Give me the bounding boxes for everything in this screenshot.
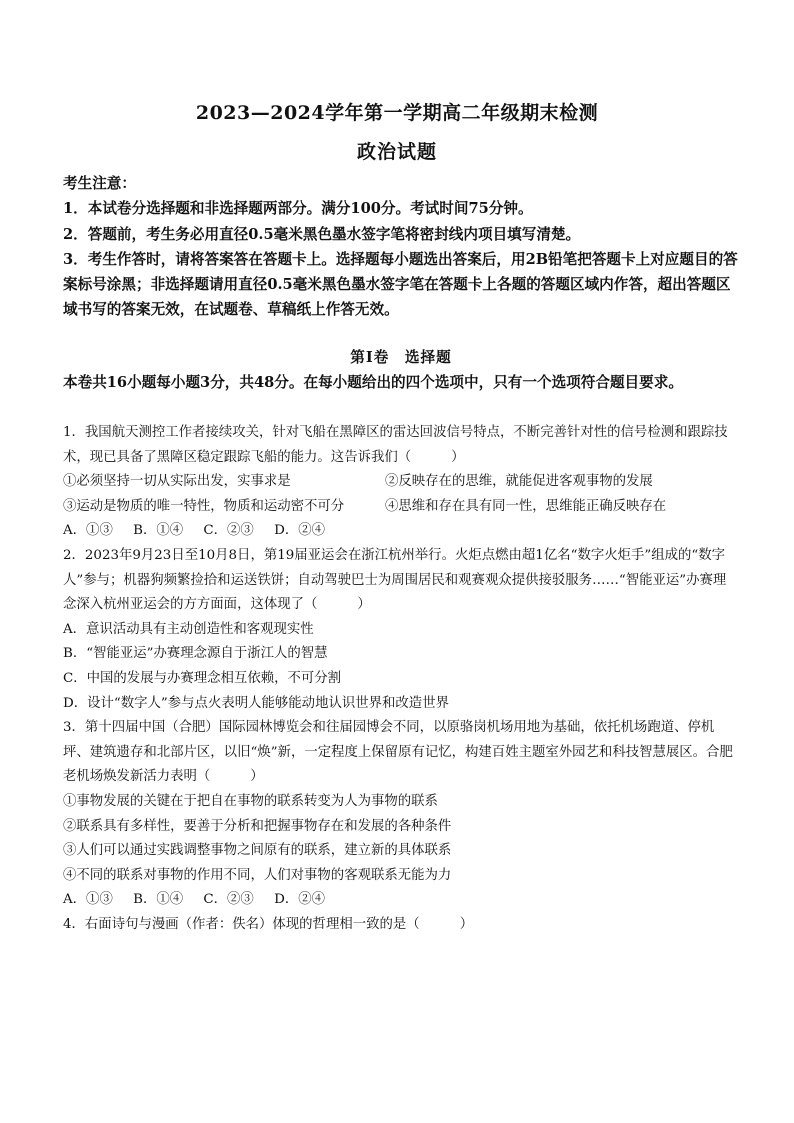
question-2-option-b: B．“智能亚运”办赛理念源自于浙江人的智慧 [63,646,328,662]
choice-d: D．②④ [274,523,325,539]
question-3-text: 3．第十四届中国（合肥）国际园林博览会和往届园博会不同，以原骆岗机场用地为基础，依托机场跑道、停机坪、建筑遗存和北部片区，以旧“焕”新，一定程度上保留原有记忆，构建百姓主题室外园艺和科技智慧展区。合肥老机场焕发新活力表明（ [63,720,733,785]
question-1-choices [63,519,739,544]
notice-heading: 考生注意： [63,175,136,192]
section-instructions: 本卷共16小题每小题3分，共48分。在每小题给出的四个选项中，只有一个选项符合题目要求。 [63,374,683,391]
question-2-option-a: A．意识活动具有主动创造性和客观现实性 [63,621,314,637]
question-1-statements [63,470,739,519]
statement-2: ②反映存在的思维，就能促进客观事物的发展 [385,474,653,490]
section-title: 第Ⅰ卷 选择题 [350,349,452,366]
question-1-paren-close: ） [451,449,465,465]
question-2-option-d: D．设计“数字人”参与点火表明人能够能动地认识世界和改造世界 [63,695,449,711]
question-2-option-c: C．中国的发展与办赛理念相互依赖，不可分割 [63,670,342,686]
question-3-statement-4: ④不同的联系对事物的作用不同，人们对事物的客观联系无能为力 [63,867,452,883]
notice-item-1: 1．本试卷分选择题和非选择题两部分。满分100分。考试时间75分钟。 [63,200,533,218]
question-2-paren-close: ） [357,597,371,613]
question-list [63,421,739,937]
choice-c: C．②③ [203,523,254,539]
question-3-statement-2: ②联系具有多样性，要善于分析和把握事物存在和发展的各种条件 [63,818,452,834]
exam-subject-title: 政治试题 [356,141,437,163]
statement-1: ①必须坚持一切从实际出发，实事求是 [63,474,291,490]
question-4-text: 4．右面诗句与漫画（作者：佚名）体现的哲理相一致的是（ [63,916,420,932]
question-3-paren-close: ） [250,769,264,785]
question-3-stem [63,716,739,790]
question-2-stem [63,544,739,618]
notice-item-2: 2．答题前，考生务必用直径0.5毫米黑色墨水签字笔将密封线内项目填写清楚。 [63,225,581,243]
section-one [63,345,739,395]
question-4-paren-close: ） [459,916,474,932]
choice-a: A．①③ [63,892,113,908]
notice-item-3: 3．考生作答时，请将答案答在答题卡上。选择题每小题选出答案后，用2B铅笔把答题卡上对应题目的答案标号涂黑；非选择题请用直径0.5毫米黑色墨水签字笔在答题卡上各题的答题区域内作答，超出答题区域书写的答案无效，在试题卷、草稿纸上作答无效。 [63,250,738,319]
choice-a: A．①③ [63,523,113,539]
question-1-stem [63,421,739,470]
question-3-statement-3: ③人们可以通过实践调整事物之间原有的联系，建立新的具体联系 [63,843,452,859]
question-3-choices [63,888,739,913]
statement-3: ③运动是物质的唯一特性，物质和运动密不可分 [63,498,345,514]
choice-c: C．②③ [203,892,254,908]
exam-title: 2023—2024学年第一学期高二年级期末检测 [195,102,599,124]
question-4-stem [63,913,739,938]
notice-section [63,171,739,323]
choice-d: D．②④ [274,892,325,908]
question-1-text: 1．我国航天测控工作者接续攻关，针对飞船在黑障区的雷达回波信号特点，不断完善针对性的信号检测和跟踪技术，现已具备了黑障区稳定跟踪飞船的能力。这告诉我们（ [63,425,728,465]
question-2-text: 2．2023年9月23日至10月8日，第19届亚运会在浙江杭州举行。火炬点燃由超1亿名“数字火炬手”组成的“数字人”参与；机器狗频繁捡拾和运送铁饼；自动驾驶巴士为周围居民和观赛观众提供接驳服务……“智能亚运”办赛理念深入杭州亚运会的方方面面，这体现了（ [63,547,727,613]
statement-4: ④思维和存在具有同一性，思维能正确反映存在 [385,498,667,514]
choice-b: B．①④ [133,892,184,908]
question-3-statement-1: ①事物发展的关键在于把自在事物的联系转变为人为事物的联系 [63,793,438,809]
choice-b: B．①④ [133,523,184,539]
